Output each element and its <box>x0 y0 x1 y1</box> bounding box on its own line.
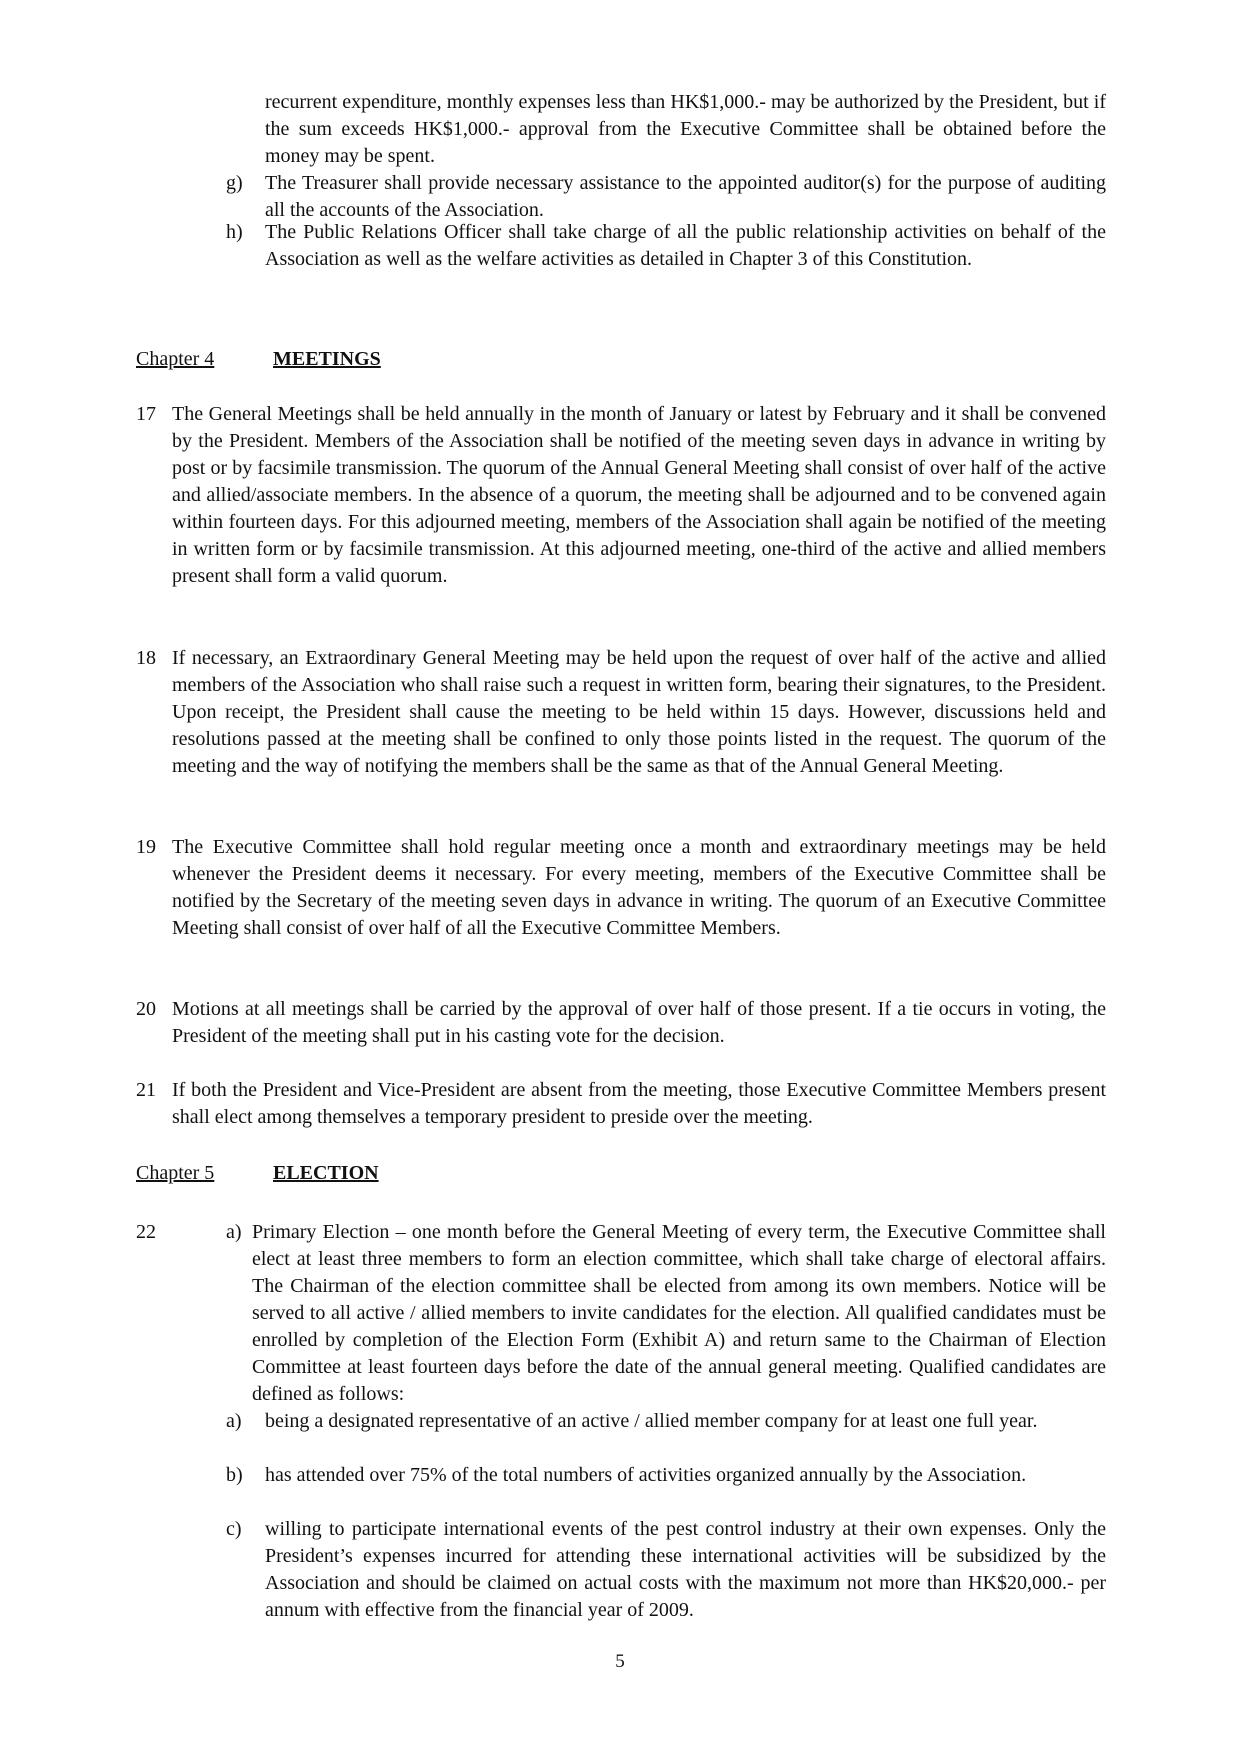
chapter-4-heading <box>136 346 736 374</box>
chapter-title: ELECTION <box>273 1162 379 1184</box>
chapter-5-heading <box>136 1160 736 1188</box>
list-item-g <box>226 170 1106 224</box>
paragraph-21 <box>136 1077 1106 1131</box>
item-text: willing to participate international events of the pest control industry at their own expenses. Only the President’s expenses incurred for attending these international activities will be subsidized by the Association and should be claimed on actual costs with the maximum not more than HK$20,000.- per annum with effective from the financial year of 2009. <box>265 1518 1106 1621</box>
item-text: has attended over 75% of the total numbers of activities organized annually by the Association. <box>265 1464 1027 1486</box>
item-text: The Treasurer shall provide necessary assistance to the appointed auditor(s) for the purpose of auditing all the accounts of the Association. <box>265 172 1106 221</box>
item-label: a) <box>226 1221 242 1243</box>
paragraph-number: 18 <box>136 647 156 669</box>
item-label: h) <box>226 221 243 243</box>
qualification-b <box>226 1462 1106 1489</box>
paragraph-17 <box>136 401 1106 590</box>
paragraph-text: The Executive Committee shall hold regular meeting once a month and extraordinary meetings may be held whenever the President deems it necessary. For every meeting, members of the Executive Committee shall be notified by the Secretary of the meeting seven days in advance in writing. The quorum of an Executive Committee Meeting shall consist of over half of all the Executive Committee Members. <box>172 836 1106 939</box>
paragraph-text: Motions at all meetings shall be carried by the approval of over half of those present. If a tie occurs in voting, the President of the meeting shall put in his casting vote for the decision. <box>172 998 1106 1047</box>
paragraph-number: 19 <box>136 836 156 858</box>
paragraph-19 <box>136 834 1106 942</box>
paragraph-22-primary-election <box>226 1219 1106 1408</box>
chapter-title: MEETINGS <box>273 348 381 370</box>
qualification-a <box>226 1408 1106 1435</box>
paragraph-text: The General Meetings shall be held annually in the month of January or latest by February and it shall be convened by the President. Members of the Association shall be notified of the meeting seven days in advance in writing by post or by facsimile transmission. The quorum of the Annual General Meeting shall consist of over half of the active and allied/associate members. In the absence of a quorum, the meeting shall be adjourned and to be convened again within fourteen days. For this adjourned meeting, members of the Association shall again be notified of the meeting in written form or by facsimile transmission. At this adjourned meeting, one-third of the active and allied members present shall form a valid quorum. <box>172 403 1106 587</box>
paragraph-number: 17 <box>136 403 156 425</box>
paragraph-18 <box>136 645 1106 780</box>
paragraph-text: If necessary, an Extraordinary General Meeting may be held upon the request of over half of the active and allied members of the Association who shall raise such a request in written form, bearing their signatures, to the President. Upon receipt, the President shall cause the meeting to be held within 15 days. However, discussions held and resolutions passed at the meeting shall be confined to only those points listed in the request. The quorum of the meeting and the way of notifying the members shall be the same as that of the Annual General Meeting. <box>172 647 1106 777</box>
item-text: Primary Election – one month before the General Meeting of every term, the Executive Committee shall elect at least three members to form an election committee, which shall take charge of electoral affairs. The Chairman of the election committee shall be elected from among its own members. Notice will be served to all active / allied members to invite candidates for the election. All qualified candidates must be enrolled by completion of the Election Form (Exhibit A) and return same to the Chairman of Election Committee at least fourteen days before the date of the annual general meeting. Qualified candidates are defined as follows: <box>252 1221 1106 1405</box>
continued-item-f: recurrent expenditure, monthly expenses less than HK$1,000.- may be authorized by the President, but if the sum exceeds HK$1,000.- approval from the Executive Committee shall be obtained before the money may be spent. <box>265 91 1106 167</box>
paragraph-number: 21 <box>136 1079 156 1101</box>
paragraph-20 <box>136 996 1106 1050</box>
list-item-h <box>226 219 1106 273</box>
chapter-number: Chapter 5 <box>136 1162 215 1184</box>
item-text: The Public Relations Officer shall take charge of all the public relationship activities on behalf of the Association as well as the welfare activities as detailed in Chapter 3 of this Constitution. <box>265 221 1106 270</box>
item-label: c) <box>226 1518 242 1540</box>
item-label: g) <box>226 172 243 194</box>
page-number: 5 <box>615 1651 625 1672</box>
paragraph-22-number: 22 <box>136 1221 156 1243</box>
chapter-number: Chapter 4 <box>136 348 215 370</box>
paragraph-number: 20 <box>136 998 156 1020</box>
item-label: b) <box>226 1464 243 1486</box>
qualification-c <box>226 1516 1106 1624</box>
item-text: being a designated representative of an active / allied member company for at least one full year. <box>265 1410 1038 1432</box>
paragraph-text: If both the President and Vice-President are absent from the meeting, those Executive Committee Members present shall elect among themselves a temporary president to preside over the meeting. <box>172 1079 1106 1128</box>
item-label: a) <box>226 1410 242 1432</box>
